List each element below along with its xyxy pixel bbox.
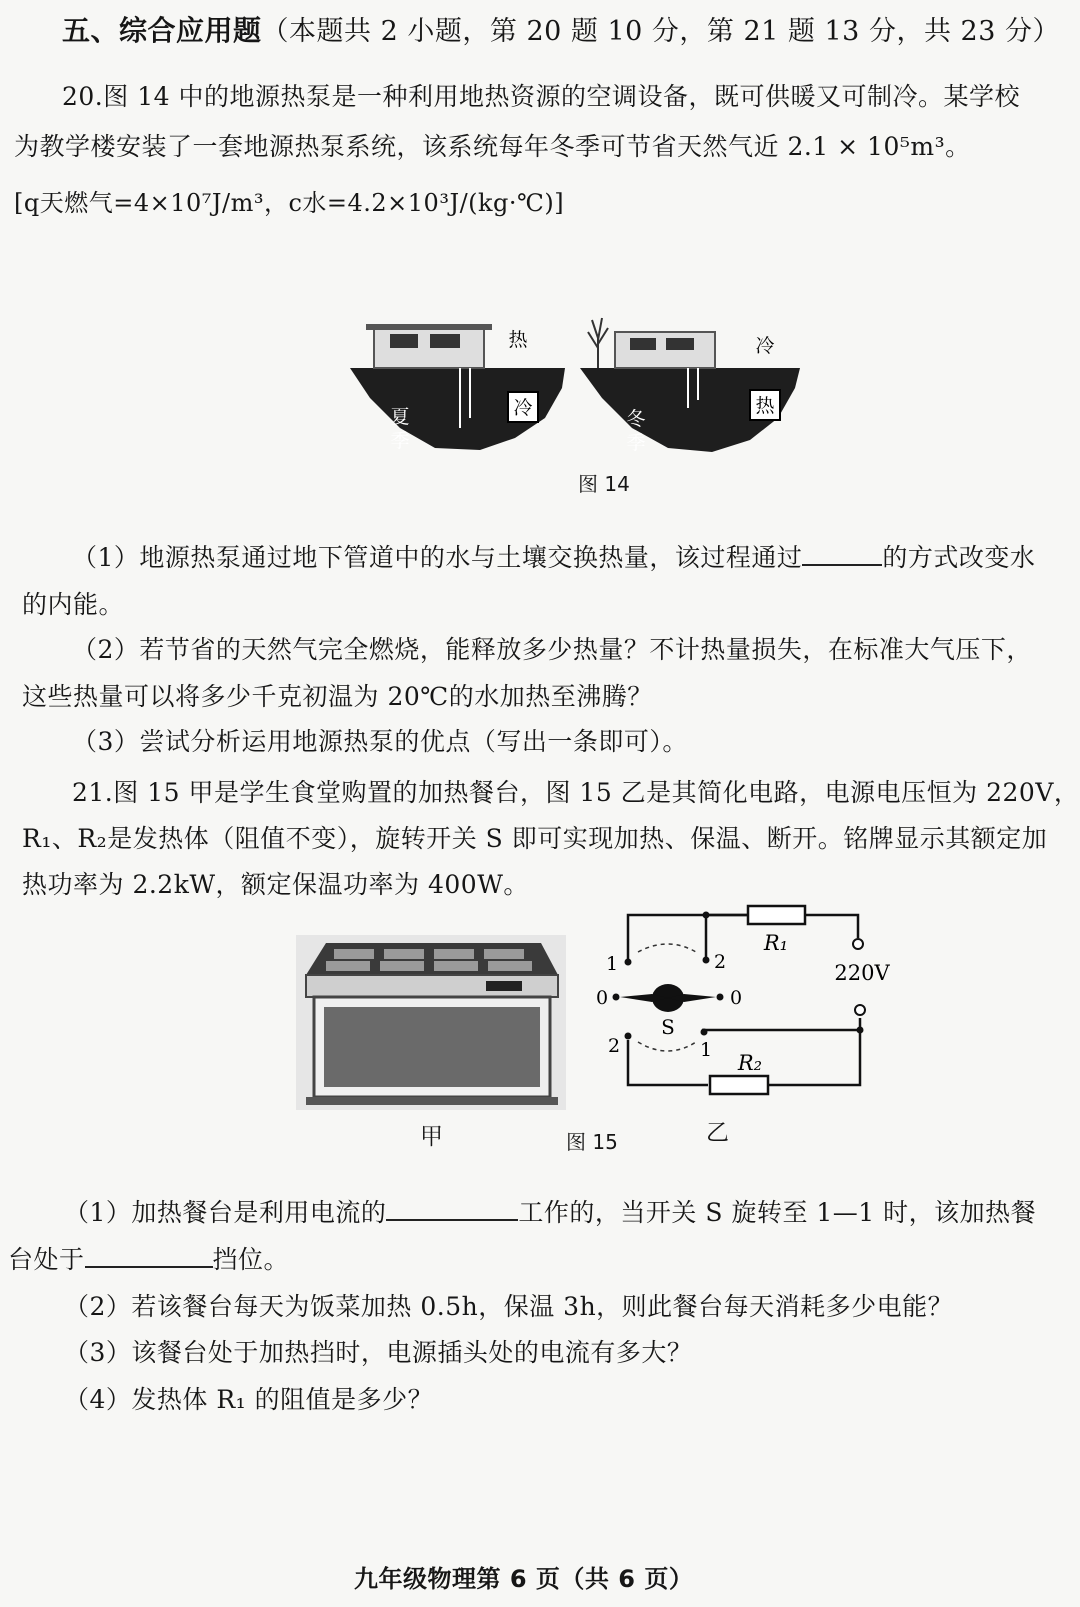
terminal-label-0-left: 0 xyxy=(595,987,609,1009)
q21-sub3: （3）该餐台处于加热挡时，电源插头处的电流有多大？ xyxy=(64,1338,693,1367)
q21-line-3: 热功率为 2.2kW，额定保温功率为 400W。 xyxy=(22,870,529,899)
terminal-label-2-left: 2 xyxy=(607,1035,621,1057)
figure-15-jia-photo xyxy=(296,935,566,1110)
summer-panel xyxy=(350,324,565,452)
q21-sub1-text-c: 台处于 xyxy=(8,1245,85,1274)
section-heading xyxy=(62,14,1060,49)
q21-sub1-answer-blank-2[interactable] xyxy=(85,1242,213,1268)
page-footer: 九年级物理第 6 页（共 6 页） xyxy=(354,1565,694,1593)
q20-line-1: 20.图 14 中的地源热泵是一种利用地热资源的空调设备，既可供暖又可制冷。某学校 xyxy=(62,82,1020,111)
terminal-label-2-right: 2 xyxy=(713,951,727,973)
supply-terminal-top xyxy=(853,939,863,949)
resistor-r2 xyxy=(710,1076,768,1094)
switch-contact-1-right xyxy=(701,1029,708,1036)
q21-sub2: （2）若该餐台每天为饭菜加热 0.5h，保温 3h，则此餐台每天消耗多少电能？ xyxy=(64,1292,954,1321)
figure-15-yi-label: 乙 xyxy=(706,1120,729,1146)
r2-label: R₂ xyxy=(737,1051,763,1075)
cabinet-panel xyxy=(324,1007,540,1087)
winter-tree xyxy=(588,318,608,368)
control-panel xyxy=(486,981,522,991)
figure-15-yi-circuit xyxy=(590,900,910,1110)
switch-arc-bottom xyxy=(638,1042,696,1051)
winter-cold-label: 冷 xyxy=(755,335,775,357)
figure-14-caption: 图 14 xyxy=(578,472,630,496)
q21-sub1-line-2 xyxy=(8,1242,289,1277)
winter-window xyxy=(630,338,656,350)
q20-sub1-line xyxy=(72,540,1035,575)
summer-cold-label: 冷 xyxy=(513,397,533,419)
terminal-label-1-left: 1 xyxy=(605,953,619,975)
winter-hot-label: 热 xyxy=(755,395,775,417)
switch-contact-0-right xyxy=(717,994,724,1001)
switch-arc-top xyxy=(638,944,696,952)
figure-15-caption: 图 15 xyxy=(566,1130,618,1154)
q20-sub1-answer-blank[interactable] xyxy=(802,540,882,566)
q20-line-2: 为教学楼安装了一套地源热泵系统，该系统每年冬季可节省天然气近 2.1 × 10⁵m³。 xyxy=(14,132,971,161)
r1-label: R₁ xyxy=(763,931,789,955)
summer-window xyxy=(430,334,460,348)
q21-sub1-text-a: （1）加热餐台是利用电流的 xyxy=(64,1198,387,1227)
voltage-label: 220V xyxy=(834,961,890,985)
summer-window xyxy=(390,334,418,348)
q21-sub1-line xyxy=(64,1195,1036,1230)
section-title: 五、综合应用题 xyxy=(62,14,262,47)
switch-label: S xyxy=(661,1015,675,1039)
q20-sub2-line-2: 这些热量可以将多少千克初温为 20℃的水加热至沸腾？ xyxy=(22,682,653,711)
winter-window xyxy=(666,338,694,350)
q20-sub2-line-1: （2）若节省的天然气完全燃烧，能释放多少热量？不计热量损失，在标准大气压下， xyxy=(72,635,1032,664)
q21-sub1-text-d: 挡位。 xyxy=(212,1245,290,1274)
q20-sub1-text-a: （1）地源热泵通过地下管道中的水与土壤交换热量，该过程通过 xyxy=(72,543,803,572)
q21-sub1-answer-blank-1[interactable] xyxy=(386,1195,518,1221)
resistor-r1 xyxy=(748,906,805,924)
terminal-label-1-right: 1 xyxy=(699,1039,713,1061)
q21-line-1: 21.图 15 甲是学生食堂购置的加热餐台，图 15 乙是其简化电路，电源电压恒为 220V， xyxy=(72,778,1080,807)
summer-hot-label: 热 xyxy=(508,329,528,351)
terminal-label-0-right: 0 xyxy=(729,987,743,1009)
junction-dot xyxy=(703,912,710,919)
supply-terminal-bottom xyxy=(855,1005,865,1015)
junction-dot xyxy=(857,1027,864,1034)
q20-constants: [q天燃气=4×10⁷J/m³，c水=4.2×10³J/(kg·℃)] xyxy=(14,189,565,217)
q21-line-2: R₁、R₂是发热体（阻值不变），旋转开关 S 即可实现加热、保温、断开。铭牌显示其额定加 xyxy=(22,824,1048,853)
figure-15-jia-label: 甲 xyxy=(420,1124,443,1150)
winter-label-2: 季 xyxy=(626,432,646,454)
switch-contact-1-left xyxy=(625,959,632,966)
switch-contact-2-right xyxy=(703,957,710,964)
winter-label-1: 冬 xyxy=(626,408,646,430)
table-base xyxy=(306,1097,558,1105)
summer-label-2: 季 xyxy=(390,430,410,452)
q21-sub4: （4）发热体 R₁ 的阻值是多少？ xyxy=(64,1385,434,1414)
switch-contact-2-left xyxy=(625,1033,632,1040)
q20-sub3: （3）尝试分析运用地源热泵的优点（写出一条即可）。 xyxy=(72,727,688,756)
winter-panel xyxy=(580,318,800,454)
q20-sub1-text-b: 的方式改变水 xyxy=(882,543,1036,572)
summer-roof xyxy=(366,324,492,330)
figure-14 xyxy=(340,268,810,468)
summer-label-1: 夏 xyxy=(390,406,410,428)
q20-sub1-line-2: 的内能。 xyxy=(22,590,125,619)
q21-sub1-text-b: 工作的，当开关 S 旋转至 1—1 时，该加热餐 xyxy=(518,1198,1037,1227)
switch-contact-0-left xyxy=(613,994,620,1001)
section-note: （本题共 2 小题，第 20 题 10 分，第 21 题 13 分，共 23 分） xyxy=(261,16,1060,47)
